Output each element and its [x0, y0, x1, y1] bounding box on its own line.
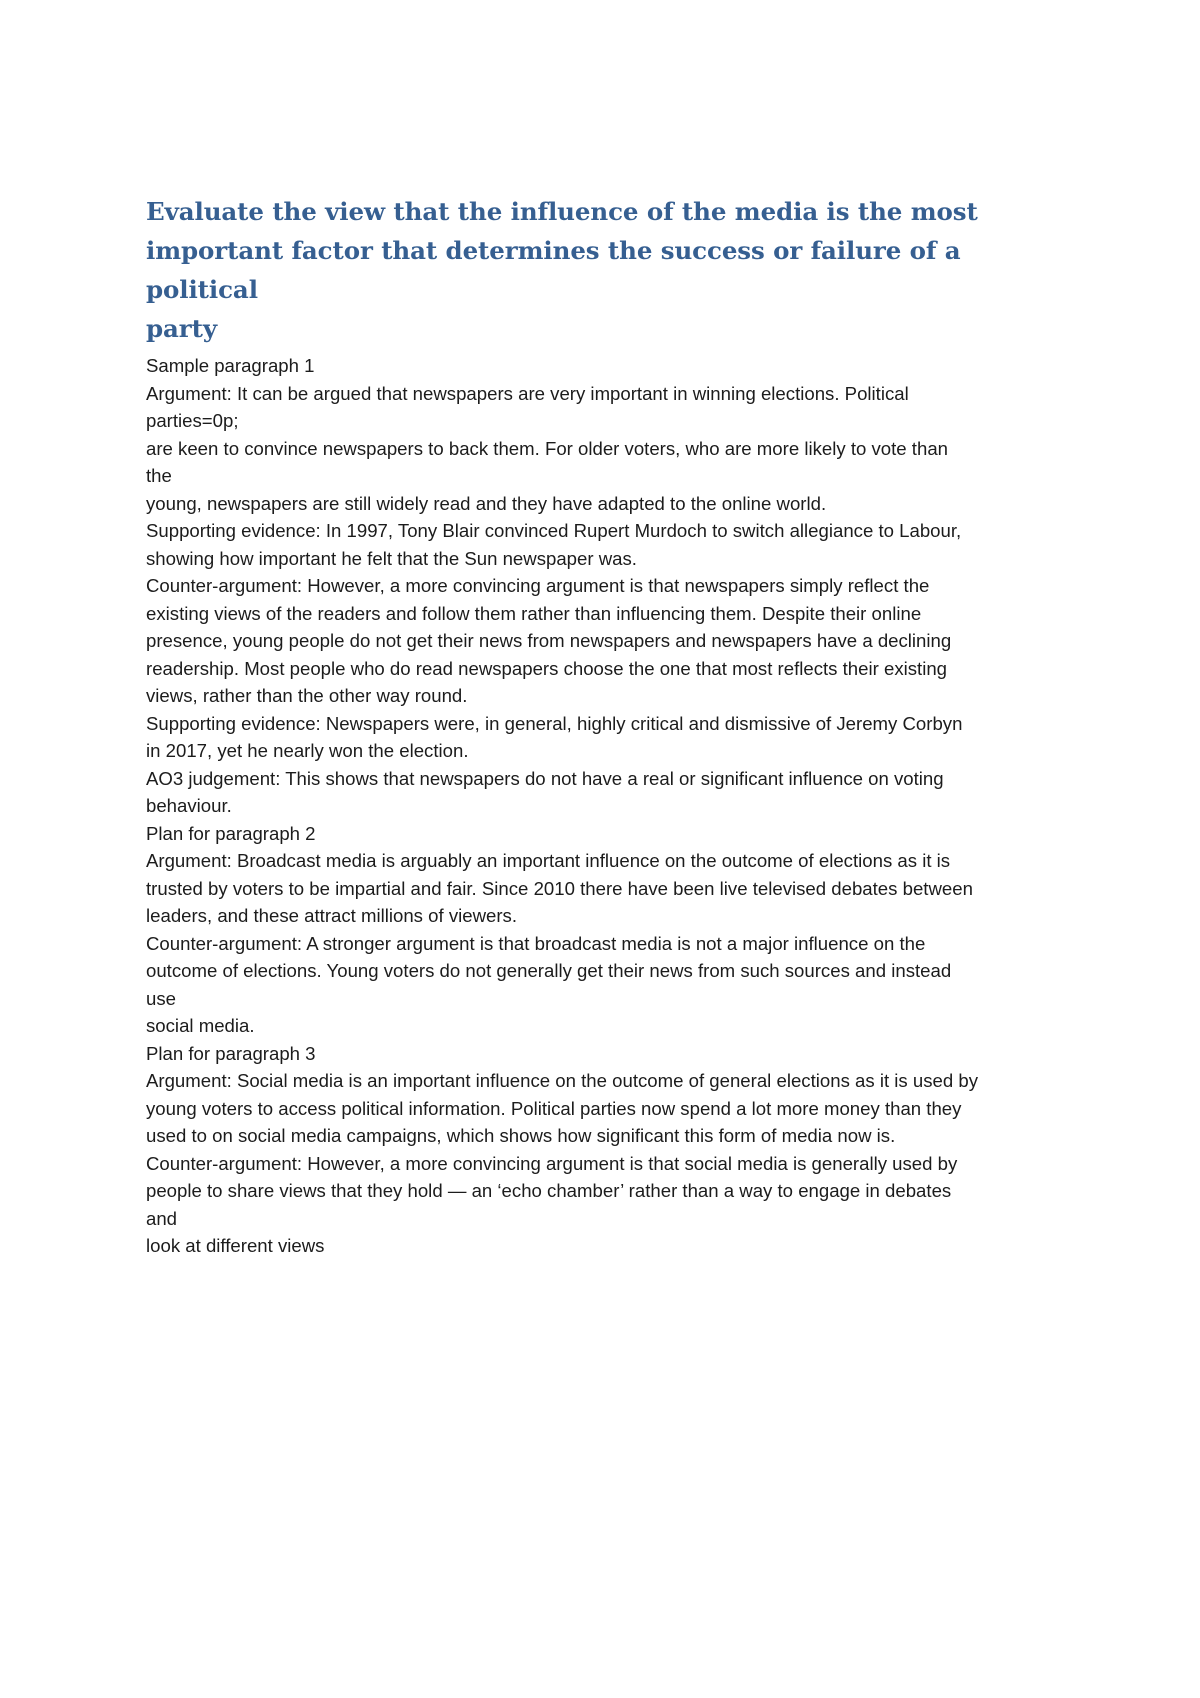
body-line: presence, young people do not get their news from newspapers and newspapers have a declining: [146, 630, 952, 651]
body-line: behaviour.: [146, 795, 232, 816]
document-title: [146, 192, 1066, 348]
body-line: young voters to access political information. Political parties now spend a lot more money than they: [146, 1097, 962, 1119]
body-line: Counter-argument: A stronger argument is that broadcast media is not a major influence on the: [146, 932, 926, 954]
section-heading-plan-paragraph-2: Plan for paragraph 2: [146, 822, 316, 844]
body-line: young, newspapers are still widely read and they have adapted to the online world.: [146, 492, 827, 514]
body-line: are keen to convince newspapers to back them. For older voters, who are more likely to vote than: [146, 437, 949, 459]
body-line: outcome of elections. Young voters do not generally get their news from such sources and instead: [146, 960, 952, 981]
body-line: Counter-argument: However, a more convincing argument is that social media is generally used by: [146, 1152, 958, 1174]
title-line: party: [146, 314, 217, 343]
body-line: Argument: Social media is an important influence on the outcome of general elections as it is used by: [146, 1070, 979, 1091]
body-line: showing how important he felt that the Sun newspaper was.: [146, 547, 637, 569]
body-line: used to on social media campaigns, which shows how significant this form of media now is.: [146, 1125, 896, 1146]
body-line: views, rather than the other way round.: [146, 685, 468, 706]
body-line: existing views of the readers and follow them rather than influencing them. Despite their online: [146, 602, 922, 624]
body-line: Argument: It can be argued that newspapers are very important in winning elections. Political: [146, 382, 909, 404]
body-line: readership. Most people who do read newspapers choose the one that most reflects their existing: [146, 657, 948, 679]
section-heading-plan-paragraph-3: Plan for paragraph 3: [146, 1042, 316, 1064]
body-line: Supporting evidence: Newspapers were, in general, highly critical and dismissive of Jeremy Corbyn: [146, 712, 963, 734]
body-line: look at different views: [146, 1235, 325, 1256]
body-line: Argument: Broadcast media is arguably an important influence on the outcome of elections as it is: [146, 850, 951, 871]
body-line: in 2017, yet he nearly won the election.: [146, 740, 469, 761]
body-line: and: [146, 1207, 178, 1229]
body-line: Counter-argument: However, a more convincing argument is that newspapers simply reflect the: [146, 575, 930, 596]
body-line: people to share views that they hold — an ‘echo chamber’ rather than a way to engage in debates: [146, 1180, 952, 1201]
title-line: important factor that determines the success or failure of a political: [146, 236, 961, 304]
body-line: leaders, and these attract millions of viewers.: [146, 905, 518, 926]
body-line: social media.: [146, 1015, 255, 1036]
body-line: trusted by voters to be impartial and fair. Since 2010 there have been live televised debates between: [146, 877, 973, 899]
body-line: parties=0p;: [146, 410, 239, 431]
document-content: [146, 192, 1066, 1260]
title-line: Evaluate the view that the influence of the media is the most: [146, 197, 978, 226]
body-line: Supporting evidence: In 1997, Tony Blair convinced Rupert Murdoch to switch allegiance to Labour,: [146, 520, 962, 541]
section-heading-sample-paragraph-1: Sample paragraph 1: [146, 355, 315, 376]
body-line: AO3 judgement: This shows that newspapers do not have a real or significant influence on voting: [146, 767, 944, 789]
body-line: use: [146, 987, 176, 1009]
document-body: [146, 352, 1066, 1260]
body-line: the: [146, 465, 172, 486]
